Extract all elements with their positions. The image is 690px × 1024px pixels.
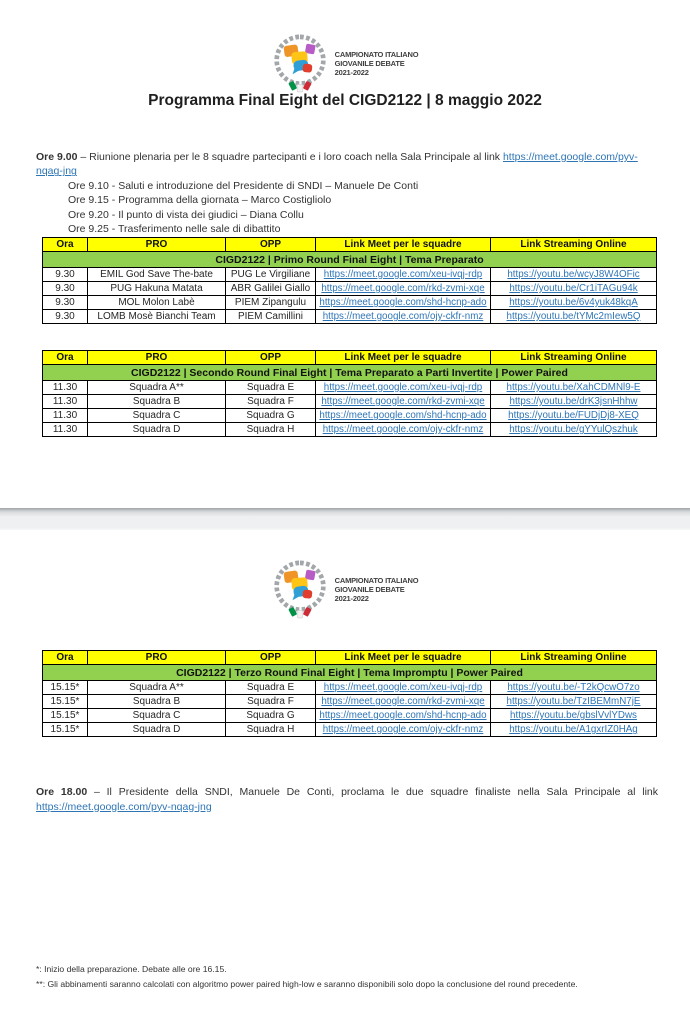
opp-team-cell: PIEM Zipangulu	[226, 296, 316, 310]
pro-team-cell: Squadra A**	[88, 681, 226, 695]
col-pro: PRO	[88, 351, 226, 365]
meet-link[interactable]: https://meet.google.com/shd-hcnp-ado	[319, 710, 487, 721]
opp-team-cell: Squadra E	[226, 381, 316, 395]
pro-team-cell: PUG Hakuna Matata	[88, 282, 226, 296]
logo-wordmark	[335, 576, 419, 603]
streaming-link[interactable]: https://youtu.be/gbslVvlYDws	[510, 710, 637, 721]
opp-team-cell: Squadra H	[226, 723, 316, 737]
table-row	[43, 709, 657, 723]
laurel-wreath-logo-icon	[272, 559, 328, 619]
round-1-table	[42, 237, 657, 324]
col-stream: Link Streaming Online	[491, 651, 657, 665]
table-row	[43, 723, 657, 737]
logo-line-3: 2021-2022	[334, 67, 369, 77]
col-pro: PRO	[88, 651, 226, 665]
meet-link-cell	[316, 709, 491, 723]
column-header-row	[43, 351, 657, 365]
column-header-row	[43, 238, 657, 252]
meet-link[interactable]: https://meet.google.com/shd-hcnp-ado	[319, 297, 487, 308]
meet-link[interactable]: https://meet.google.com/rkd-zvmi-xqe	[321, 696, 485, 707]
lead-time: Ore 9.00	[36, 151, 78, 163]
meet-link-cell	[316, 695, 491, 709]
table-row	[43, 409, 657, 423]
streaming-link-cell	[491, 282, 657, 296]
footnotes	[36, 962, 670, 992]
streaming-link-cell	[491, 268, 657, 282]
meet-link-cell	[316, 681, 491, 695]
streaming-link-cell	[491, 681, 657, 695]
streaming-link-cell	[491, 310, 657, 324]
ora-cell: 15.15*	[43, 709, 88, 723]
laurel-wreath-logo-icon	[272, 33, 328, 93]
col-meet: Link Meet per le squadre	[316, 238, 491, 252]
logo-line-3: 2021-2022	[334, 593, 369, 603]
pro-team-cell: Squadra C	[88, 709, 226, 723]
table-title-row	[43, 665, 657, 681]
pro-team-cell: Squadra D	[88, 723, 226, 737]
ora-cell: 9.30	[43, 310, 88, 324]
streaming-link[interactable]: https://youtu.be/Cr1iTAGu94k	[509, 283, 638, 294]
streaming-link[interactable]: https://youtu.be/-T2kQcwO7zo	[507, 682, 640, 693]
streaming-link[interactable]: https://youtu.be/tYMc2mIew5Q	[506, 311, 641, 322]
pro-team-cell: Squadra B	[88, 695, 226, 709]
opp-team-cell: Squadra H	[226, 423, 316, 437]
ora-cell: 15.15*	[43, 695, 88, 709]
streaming-link[interactable]: https://youtu.be/FUDjDj8-XEQ	[508, 410, 639, 421]
meet-link[interactable]: https://meet.google.com/ojy-ckfr-nmz	[322, 724, 484, 735]
table-row	[43, 395, 657, 409]
table-row	[43, 423, 657, 437]
table-row	[43, 681, 657, 695]
table-title-row	[43, 365, 657, 381]
opp-team-cell: Squadra F	[226, 395, 316, 409]
page-title: Programma Final Eight del CIGD2122 | 8 maggio 2022	[148, 92, 542, 109]
table-title-row	[43, 252, 657, 268]
col-opp: OPP	[226, 651, 316, 665]
plenary-meet-link[interactable]: https://meet.google.com/pyv-nqag-jng	[36, 151, 638, 178]
pro-team-cell: Squadra D	[88, 423, 226, 437]
table-title: CIGD2122 | Primo Round Final Eight | Tema Preparato	[43, 252, 657, 268]
pro-team-cell: LOMB Mosè Bianchi Team	[88, 310, 226, 324]
pro-team-cell: Squadra C	[88, 409, 226, 423]
opp-team-cell: PUG Le Virgiliane	[226, 268, 316, 282]
footnote-1: *: Inizio della preparazione. Debate alle ore 16.15.	[36, 964, 227, 974]
opp-team-cell: ABR Galilei Giallo	[226, 282, 316, 296]
meet-link[interactable]: https://meet.google.com/xeu-ivqj-rdp	[323, 682, 483, 693]
schedule-lead-line	[36, 150, 662, 179]
meet-link-cell	[316, 409, 491, 423]
meet-link[interactable]: https://meet.google.com/ojy-ckfr-nmz	[322, 311, 484, 322]
logo-line-1: CAMPIONATO ITALIANO	[334, 575, 419, 585]
streaming-link[interactable]: https://youtu.be/A1gxrIZ0HAg	[509, 724, 638, 735]
morning-schedule	[36, 150, 662, 236]
col-opp: OPP	[226, 351, 316, 365]
table-row	[43, 268, 657, 282]
col-stream: Link Streaming Online	[491, 351, 657, 365]
meet-link[interactable]: https://meet.google.com/rkd-zvmi-xqe	[321, 283, 485, 294]
ora-cell: 11.30	[43, 409, 88, 423]
col-pro: PRO	[88, 238, 226, 252]
table-row	[43, 695, 657, 709]
table-row	[43, 381, 657, 395]
pro-team-cell: MOL Molon Labè	[88, 296, 226, 310]
meet-link[interactable]: https://meet.google.com/xeu-ivqj-rdp	[323, 269, 483, 280]
opp-team-cell: Squadra G	[226, 709, 316, 723]
ora-cell: 15.15*	[43, 681, 88, 695]
streaming-link-cell	[491, 409, 657, 423]
streaming-link-cell	[491, 423, 657, 437]
table-row	[43, 310, 657, 324]
championship-logo	[0, 33, 690, 93]
streaming-link-cell	[491, 695, 657, 709]
footnote-2: **: Gli abbinamenti saranno calcolati con algoritmo power paired high-low e saranno disponibili solo dopo la conclusione del round precedente.	[36, 979, 578, 989]
logo-line-2: GIOVANILE DEBATE	[334, 584, 405, 594]
col-meet: Link Meet per le squadre	[316, 651, 491, 665]
meet-link-cell	[316, 395, 491, 409]
opp-team-cell: Squadra F	[226, 695, 316, 709]
document-page-1	[0, 0, 690, 508]
table-row	[43, 296, 657, 310]
opp-team-cell: Squadra E	[226, 681, 316, 695]
meet-link-cell	[316, 268, 491, 282]
round-3-table	[42, 650, 657, 737]
meet-link-cell	[316, 723, 491, 737]
logo-wordmark	[335, 50, 419, 77]
ora-cell: 9.30	[43, 282, 88, 296]
table-row	[43, 282, 657, 296]
col-ora: Ora	[43, 238, 88, 252]
finals-meet-link[interactable]: https://meet.google.com/pyv-nqag-jng	[36, 800, 212, 813]
meet-link[interactable]: https://meet.google.com/xeu-ivqj-rdp	[323, 382, 483, 393]
ora-cell: 9.30	[43, 296, 88, 310]
col-opp: OPP	[226, 238, 316, 252]
schedule-item: Ore 9.15 - Programma della giornata – Marco Costigliolo	[68, 194, 332, 207]
pro-team-cell: EMIL God Save The-bate	[88, 268, 226, 282]
closing-announcement	[36, 785, 658, 814]
opp-team-cell: PIEM Camillini	[226, 310, 316, 324]
streaming-link[interactable]: https://youtu.be/drK3jsnHhhw	[509, 396, 638, 407]
ora-cell: 11.30	[43, 423, 88, 437]
meet-link[interactable]: https://meet.google.com/rkd-zvmi-xqe	[321, 396, 485, 407]
round-2-table	[42, 350, 657, 437]
meet-link-cell	[316, 296, 491, 310]
streaming-link-cell	[491, 723, 657, 737]
meet-link-cell	[316, 381, 491, 395]
pro-team-cell: Squadra A**	[88, 381, 226, 395]
opp-team-cell: Squadra G	[226, 409, 316, 423]
col-ora: Ora	[43, 651, 88, 665]
ora-cell: 15.15*	[43, 723, 88, 737]
ora-cell: 11.30	[43, 395, 88, 409]
streaming-link-cell	[491, 296, 657, 310]
streaming-link[interactable]: https://youtu.be/gYYulQszhuk	[509, 424, 638, 435]
col-stream: Link Streaming Online	[491, 238, 657, 252]
closing-time: Ore 18.00	[36, 786, 88, 798]
streaming-link-cell	[491, 709, 657, 723]
closing-text: – Il Presidente della SNDI, Manuele De Conti, proclama le due squadre finaliste nella Sala Principale al link	[87, 786, 658, 798]
logo-line-2: GIOVANILE DEBATE	[334, 58, 405, 68]
table-title: CIGD2122 | Secondo Round Final Eight | Tema Preparato a Parti Invertite | Power Paired	[43, 365, 657, 381]
table-title: CIGD2122 | Terzo Round Final Eight | Tema Impromptu | Power Paired	[43, 665, 657, 681]
streaming-link-cell	[491, 381, 657, 395]
championship-logo	[0, 559, 690, 619]
ora-cell: 11.30	[43, 381, 88, 395]
document-page-2	[0, 530, 690, 1024]
column-header-row	[43, 651, 657, 665]
col-ora: Ora	[43, 351, 88, 365]
streaming-link[interactable]: https://youtu.be/wcyJ8W4OFic	[507, 269, 640, 280]
meet-link[interactable]: https://meet.google.com/ojy-ckfr-nmz	[322, 424, 484, 435]
meet-link-cell	[316, 423, 491, 437]
lead-text: – Riunione plenaria per le 8 squadre partecipanti e i loro coach nella Sala Principale al link	[77, 151, 503, 163]
pro-team-cell: Squadra B	[88, 395, 226, 409]
schedule-item: Ore 9.25 - Trasferimento nelle sale di dibattito	[68, 223, 281, 236]
streaming-link[interactable]: https://youtu.be/XahCDMNl9-E	[506, 382, 641, 393]
streaming-link[interactable]: https://youtu.be/TzIBEMmN7jE	[506, 696, 641, 707]
ora-cell: 9.30	[43, 268, 88, 282]
meet-link-cell	[316, 282, 491, 296]
page-break	[0, 508, 690, 530]
meet-link-cell	[316, 310, 491, 324]
schedule-item: Ore 9.20 - Il punto di vista dei giudici – Diana Collu	[68, 208, 304, 221]
logo-line-1: CAMPIONATO ITALIANO	[334, 49, 419, 59]
meet-link[interactable]: https://meet.google.com/shd-hcnp-ado	[319, 410, 487, 421]
schedule-item: Ore 9.10 - Saluti e introduzione del Presidente di SNDI – Manuele De Conti	[68, 179, 419, 192]
streaming-link-cell	[491, 395, 657, 409]
streaming-link[interactable]: https://youtu.be/6v4yuk48kqA	[509, 297, 638, 308]
col-meet: Link Meet per le squadre	[316, 351, 491, 365]
